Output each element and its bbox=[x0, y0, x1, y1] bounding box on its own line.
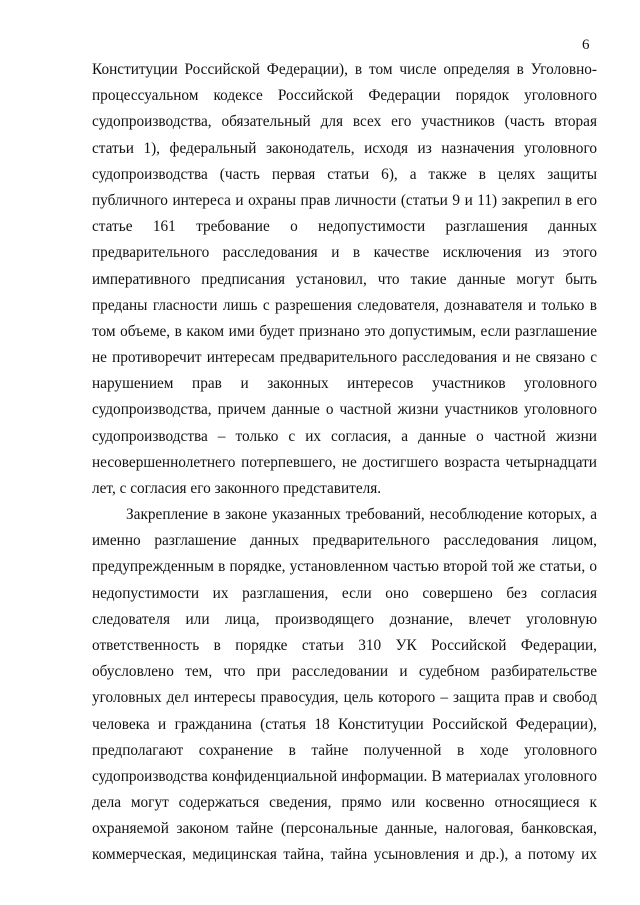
paragraph-1 bbox=[92, 57, 597, 502]
paragraph-line: дела могут содержаться сведения, прямо или косвенно относящиеся к bbox=[92, 794, 597, 812]
paragraph-line: именно разглашение данных предварительного расследования лицом, bbox=[92, 532, 597, 550]
paragraph-line: следователя или лица, производящего дознание, влечет уголовную bbox=[92, 610, 597, 628]
paragraph-line: коммерческая, медицинская тайна, тайна усыновления и др.), а потому их bbox=[92, 846, 597, 864]
paragraph-line: судопроизводства – только с их согласия, а данные о частной жизни bbox=[92, 427, 597, 445]
paragraph-line: нарушением прав и законных интересов участников уголовного bbox=[92, 375, 597, 393]
paragraph-line: лет, с согласия его законного представителя. bbox=[92, 480, 382, 497]
paragraph-line: Закрепление в законе указанных требований, несоблюдение которых, а bbox=[126, 506, 597, 523]
paragraph-line: ответственность в порядке статьи 310 УК Российской Федерации, bbox=[92, 636, 597, 654]
paragraph-line: предупрежденным в порядке, установленном частью второй той же статьи, о bbox=[92, 558, 597, 576]
paragraph-line: статьи 1), федеральный законодатель, исходя из назначения уголовного bbox=[92, 139, 597, 157]
paragraph-line: предполагают сохранение в тайне полученной в ходе уголовного bbox=[92, 741, 597, 759]
paragraph-line: судопроизводства (часть первая статьи 6), а также в целях защиты bbox=[92, 165, 597, 183]
paragraph-line: том объеме, в каком ими будет признано это допустимым, если разглашение bbox=[92, 322, 597, 340]
paragraph-2 bbox=[92, 502, 597, 869]
paragraph-line: обусловлено тем, что при расследовании и судебном разбирательстве bbox=[92, 663, 597, 681]
paragraph-line: охраняемой законом тайне (персональные данные, налоговая, банковская, bbox=[92, 820, 597, 838]
paragraph-line: публичного интереса и охраны прав личности (статьи 9 и 11) закрепил в его bbox=[92, 191, 597, 209]
page-number: 6 bbox=[582, 37, 590, 53]
paragraph-line: предварительного расследования и в качестве исключения из этого bbox=[92, 244, 597, 262]
paragraph-line: судопроизводства, обязательный для всех его участников (часть вторая bbox=[92, 113, 597, 131]
paragraph-line: уголовных дел интересы правосудия, цель которого – защита прав и свобод bbox=[92, 689, 597, 707]
paragraph-line: недопустимости их разглашения, если оно совершено без согласия bbox=[92, 584, 597, 602]
paragraph-line: императивного предписания установил, что такие данные могут быть bbox=[92, 270, 597, 288]
paragraph-line: не противоречит интересам предварительного расследования и не связано с bbox=[92, 349, 597, 367]
paragraph-line: статье 161 требование о недопустимости разглашения данных bbox=[92, 218, 597, 236]
paragraph-line: Конституции Российской Федерации), в том числе определяя в Уголовно- bbox=[92, 61, 597, 78]
paragraph-line: несовершеннолетнего потерпевшего, не достигшего возраста четырнадцати bbox=[92, 453, 597, 471]
paragraph-line: судопроизводства конфиденциальной информации. В материалах уголовного bbox=[92, 767, 597, 785]
paragraph-line: судопроизводства, причем данные о частной жизни участников уголовного bbox=[92, 401, 597, 419]
paragraph-line: преданы гласности лишь с разрешения следователя, дознавателя и только в bbox=[92, 296, 597, 314]
paragraph-line: процессуальном кодексе Российской Федерации порядок уголовного bbox=[92, 87, 597, 105]
paragraph-line: человека и гражданина (статья 18 Конституции Российской Федерации), bbox=[92, 715, 597, 733]
